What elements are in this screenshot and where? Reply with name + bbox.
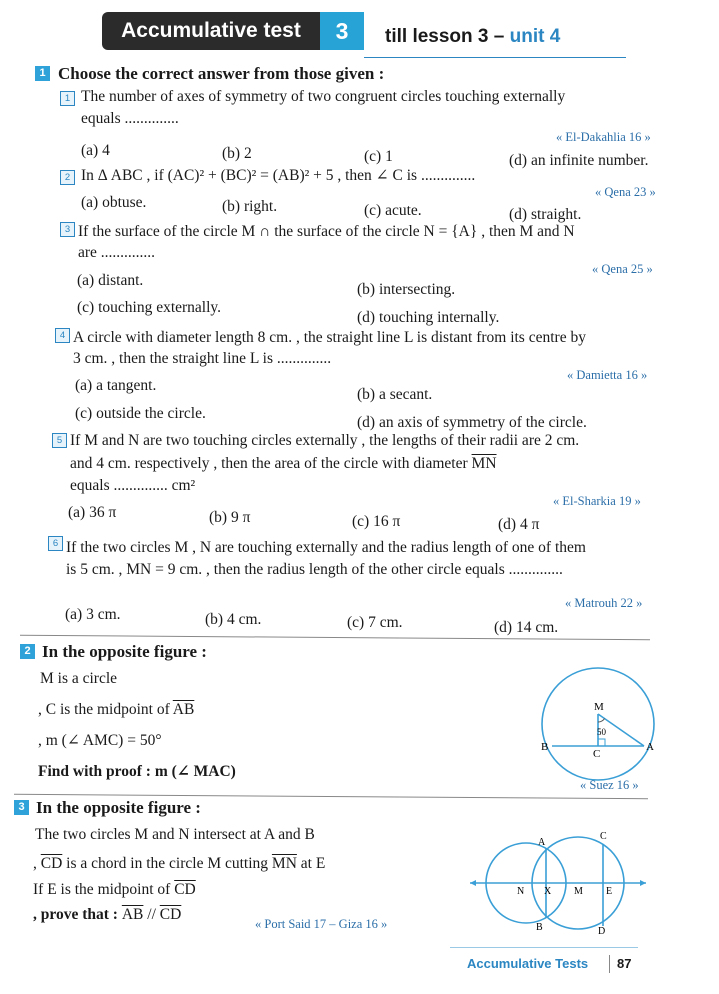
segment-ab-2: $\overline{AB}$: [121, 906, 144, 923]
section-1-badge: 1: [35, 66, 50, 81]
segment-cd: $\overline{CD}$: [40, 855, 63, 872]
q1-option-b: (b) 2: [222, 145, 252, 162]
q6-option-d: (d) 14 cm.: [494, 619, 559, 636]
question-4-badge: 4: [55, 328, 70, 343]
section-3-task: [33, 906, 181, 924]
segment-mn: $\overline{MN}$: [471, 455, 497, 472]
question-1-line-1: The number of axes of symmetry of two congruent circles touching externally: [81, 88, 566, 105]
section-3-source: « Port Said 17 – Giza 16 »: [255, 917, 388, 931]
label-a: A: [538, 837, 546, 848]
arrow-left-icon: [470, 880, 476, 886]
section-3-line-2-mid: is a chord in the circle M cutting: [62, 855, 272, 872]
label-c: C: [593, 748, 601, 760]
question-5-line-2-text: and 4 cm. respectively , then the area of the circle with diameter: [70, 455, 472, 472]
question-4-line-1: A circle with diameter length 8 cm. , the straight line L is distant from its centre by: [73, 329, 586, 346]
section-2-task: [38, 761, 236, 781]
q6-option-a: (a) 3 cm.: [65, 606, 121, 623]
label-m: M: [594, 701, 604, 713]
section-3-title: In the opposite figure :: [36, 798, 201, 817]
question-3-source: « Qena 25 »: [592, 262, 653, 276]
label-e: E: [606, 886, 613, 897]
question-4-source: « Damietta 16 »: [567, 368, 648, 382]
question-2-badge: 2: [60, 170, 75, 185]
section-1-title: Choose the correct answer from those given :: [58, 64, 385, 83]
q4-option-a: (a) a tangent.: [75, 377, 157, 394]
label-a: A: [646, 741, 654, 753]
section-3-badge: 3: [14, 800, 29, 815]
segment-ab: $\overline{AB}$: [172, 701, 195, 718]
section-3-line-1: The two circles M and N intersect at A and B: [35, 826, 315, 843]
label-c: C: [600, 831, 607, 842]
question-5-line-3: equals .............. cm²: [70, 477, 196, 494]
question-1-badge: 1: [60, 91, 75, 106]
section-2-line-2: [38, 701, 194, 719]
segment-mn-2: $\overline{MN}$: [271, 855, 297, 872]
q1-option-c: (c) 1: [364, 148, 393, 165]
question-1-line-2: equals ..............: [81, 110, 179, 127]
q3-option-c: (c) touching externally.: [77, 299, 222, 316]
section-2-line-3: , m (∠ AMC) = 50°: [38, 732, 162, 749]
segment-cd-3: $\overline{CD}$: [159, 906, 182, 923]
footer-label: Accumulative Tests: [467, 956, 589, 971]
section-3-line-3-text: If E is the midpoint of: [33, 881, 175, 898]
section-3-line-3: [33, 881, 196, 899]
section-3-line-2: [33, 855, 325, 873]
test-number-badge: 3: [320, 12, 364, 50]
angle-arc: [598, 719, 605, 723]
question-6-badge: 6: [48, 536, 63, 551]
question-6-source: « Matrouh 22 »: [565, 596, 643, 610]
page-number: 87: [617, 956, 632, 971]
section-2-line-2-text: , C is the midpoint of: [38, 701, 173, 718]
section-3-line-2-lead: ,: [33, 855, 41, 872]
q4-option-d: (d) an axis of symmetry of the circle.: [357, 414, 587, 431]
q3-option-d: (d) touching internally.: [357, 309, 500, 326]
question-2-source: « Qena 23 »: [595, 185, 656, 199]
label-50: 50: [597, 727, 606, 737]
parallel-symbol: //: [143, 906, 160, 923]
question-5-line-1: If M and N are two touching circles externally , the lengths of their radii are 2 cm.: [70, 432, 580, 449]
question-1-source: « El-Dakahlia 16 »: [556, 130, 651, 144]
question-5-line-2: [70, 455, 497, 473]
question-3-line-2: are ..............: [78, 244, 156, 261]
section-3-line-2-end: at E: [296, 855, 326, 872]
footer-separator: [609, 955, 610, 973]
segment-cd-2: $\overline{CD}$: [174, 881, 196, 898]
header-subtitle-lesson: till lesson 3 –: [385, 26, 510, 47]
label-b: B: [541, 741, 549, 753]
figure-circle-chord: [540, 664, 660, 794]
question-5-badge: 5: [52, 433, 67, 448]
label-m: M: [574, 886, 583, 897]
section-2-task-text: Find with proof : m (∠ MAC): [38, 763, 236, 780]
q4-option-b: (b) a secant.: [357, 386, 433, 403]
footer-line: [450, 947, 638, 948]
section-2-line-1: M is a circle: [40, 670, 118, 687]
question-3-badge: 3: [60, 222, 75, 237]
q2-option-b: (b) right.: [222, 198, 278, 215]
label-x: X: [544, 886, 552, 897]
q3-option-b: (b) intersecting.: [357, 281, 456, 298]
header-subtitle-unit: unit 4: [509, 26, 561, 47]
q2-option-d: (d) straight.: [509, 206, 582, 223]
header-title: Accumulative test: [121, 19, 301, 42]
header-subtitle: [385, 26, 560, 48]
q5-option-c: (c) 16 π: [352, 513, 401, 530]
q3-option-a: (a) distant.: [77, 272, 144, 289]
q5-option-d: (d) 4 π: [498, 516, 540, 533]
section-3-task-text: , prove that :: [33, 906, 122, 923]
arrow-right-icon: [640, 880, 646, 886]
figure-two-circles: [470, 826, 648, 938]
question-4-line-2: 3 cm. , then the straight line L is ..............: [73, 350, 332, 367]
q6-option-c: (c) 7 cm.: [347, 614, 403, 631]
q6-option-b: (b) 4 cm.: [205, 611, 262, 628]
q1-option-d: (d) an infinite number.: [509, 152, 649, 169]
section-2-badge: 2: [20, 644, 35, 659]
right-angle-mark: [598, 739, 605, 746]
label-b: B: [536, 922, 543, 933]
q2-option-c: (c) acute.: [364, 202, 422, 219]
question-6-line-2: is 5 cm. , MN = 9 cm. , then the radius length of the other circle equals ..............: [66, 561, 563, 578]
question-5-source: « El-Sharkia 19 »: [553, 494, 641, 508]
section-2-source: « Suez 16 »: [580, 778, 639, 792]
q2-option-a: (a) obtuse.: [81, 194, 147, 211]
q5-option-a: (a) 36 π: [68, 504, 117, 521]
question-2-line-1: In Δ ABC , if (AC)² + (BC)² = (AB)² + 5 , then ∠ C is ..............: [81, 167, 476, 184]
label-n: N: [517, 886, 525, 897]
question-3-line-1: If the surface of the circle M ∩ the surface of the circle N = {A} , then M and N: [78, 223, 575, 240]
q4-option-c: (c) outside the circle.: [75, 405, 206, 422]
q1-option-a: (a) 4: [81, 142, 110, 159]
q5-option-b: (b) 9 π: [209, 509, 251, 526]
label-d: D: [598, 926, 606, 937]
header-underline: [364, 57, 626, 58]
section-2-title: In the opposite figure :: [42, 642, 207, 661]
question-6-line-1: If the two circles M , N are touching externally and the radius length of one of them: [66, 539, 586, 556]
